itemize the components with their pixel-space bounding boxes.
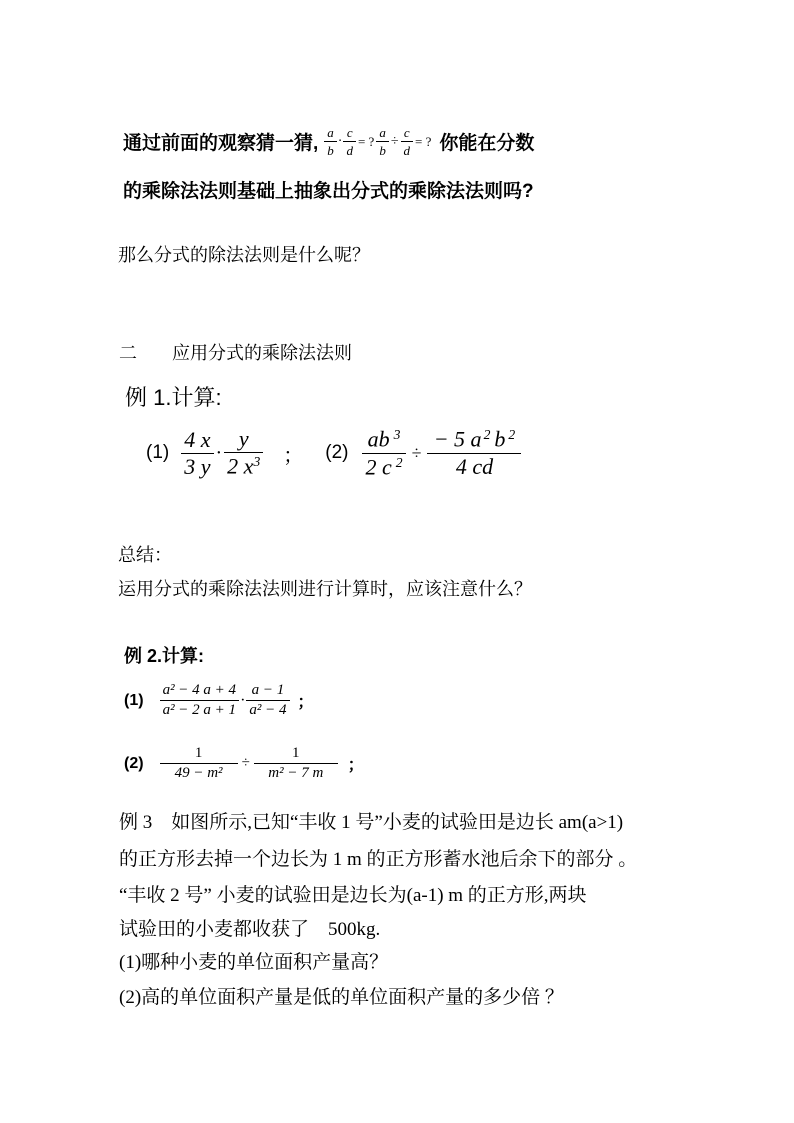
example-2-title: 例 2.计算: [124,646,205,666]
fraction-1-over-49-m2: $\frac{1}{\text{49 − m²}}$ [160,746,238,781]
fraction-1-over-m2-7m: $\frac{1}{\text{m² − 7 m}}$ [254,746,338,781]
example-3-question-2: (2)高的单位面积产量是低的单位面积产量的多少倍 ？ [119,987,564,1008]
fraction-a2-4a-4-over-a2-2a-1: $\frac{\text{a² − 4 a + 4}}{\text{a² − 2 a + 1}}$ [160,683,240,718]
fraction-ab3-over-2c2: $\frac{ab ^3}{2 c ^2}$ [362,428,405,478]
dot-operator: · [215,441,223,464]
intro-text-pre: 通过前面的观察猜一猜, [123,133,319,154]
example-2-problem-2 [124,746,364,781]
fraction-c-over-d: $\frac{c}{d}$ [343,126,356,157]
problem-2-label: (2) [124,754,144,772]
summary-text: 运用分式的乘除法法则进行计算时，应该注意什么？ [118,579,532,599]
problem-1-label: (1) [146,442,170,463]
equals-question-1: = ? [357,133,375,149]
fraction-a-over-b-2: $\frac{a}{b}$ [376,126,389,157]
section-title: 应用分式的乘除法法则 [172,343,352,363]
question-division-rule: 那么分式的除法法则是什么呢？ [118,245,370,265]
divide-operator: ÷ [241,755,250,771]
separator: ； [283,444,304,467]
example-3-line-1: 例 3 如图所示,已知“丰收 1 号”小麦的试验田是边长 am(a>1) [119,812,624,833]
problem-2-label: (2) [325,442,349,463]
example-3-line-3: “丰收 2 号” 小麦的试验田是边长为(a-1) m 的正方形,两块 [119,885,587,906]
example-1-title: 例 1.计算: [125,385,222,410]
divide-operator: ÷ [390,133,399,149]
problem-1-label: (1) [124,691,144,709]
example-3-line-4: 试验田的小麦都收获了 500kg. [119,919,381,940]
fraction-minus5a2b2-over-4cd: $\frac{- 5 a ^2 b ^2}{4 cd}$ [427,428,521,478]
fraction-a-1-over-a2-4: $\frac{a - 1}{\text{a² − 4}}$ [246,683,289,718]
intro-line-2: 的乘除法法则基础上抽象出分式的乘除法法则吗? [123,181,534,202]
example-1-problems [146,428,521,478]
summary-title: 总结： [118,545,172,565]
problem-1-end: ； [297,694,314,711]
divide-operator: ÷ [411,442,422,463]
intro-line-1 [123,126,534,157]
problem-2-end: ； [347,757,364,774]
dot-operator: · [240,691,246,709]
example-2-problem-1 [124,683,314,718]
equals-question-2: = ? [415,133,432,149]
section-number: 二 [119,343,137,363]
fraction-y-over-2x3: $\frac{y}{2 x^3}$ [224,428,263,478]
example-3-line-2: 的正方形去掉一个边长为 1 m 的正方形蓄水池后余下的部分 。 [119,849,638,870]
fraction-c-over-d-2: $\frac{c}{d}$ [401,126,414,157]
example-3-question-1: (1)哪种小麦的单位面积产量高？ [119,952,389,973]
fraction-4x-over-3y: $\frac{4 x}{3 y}$ [181,429,213,478]
dot-operator: · [337,133,343,149]
intro-text-post: 你能在分数 [439,133,535,154]
fraction-a-over-b: $\frac{a}{b}$ [324,126,337,157]
